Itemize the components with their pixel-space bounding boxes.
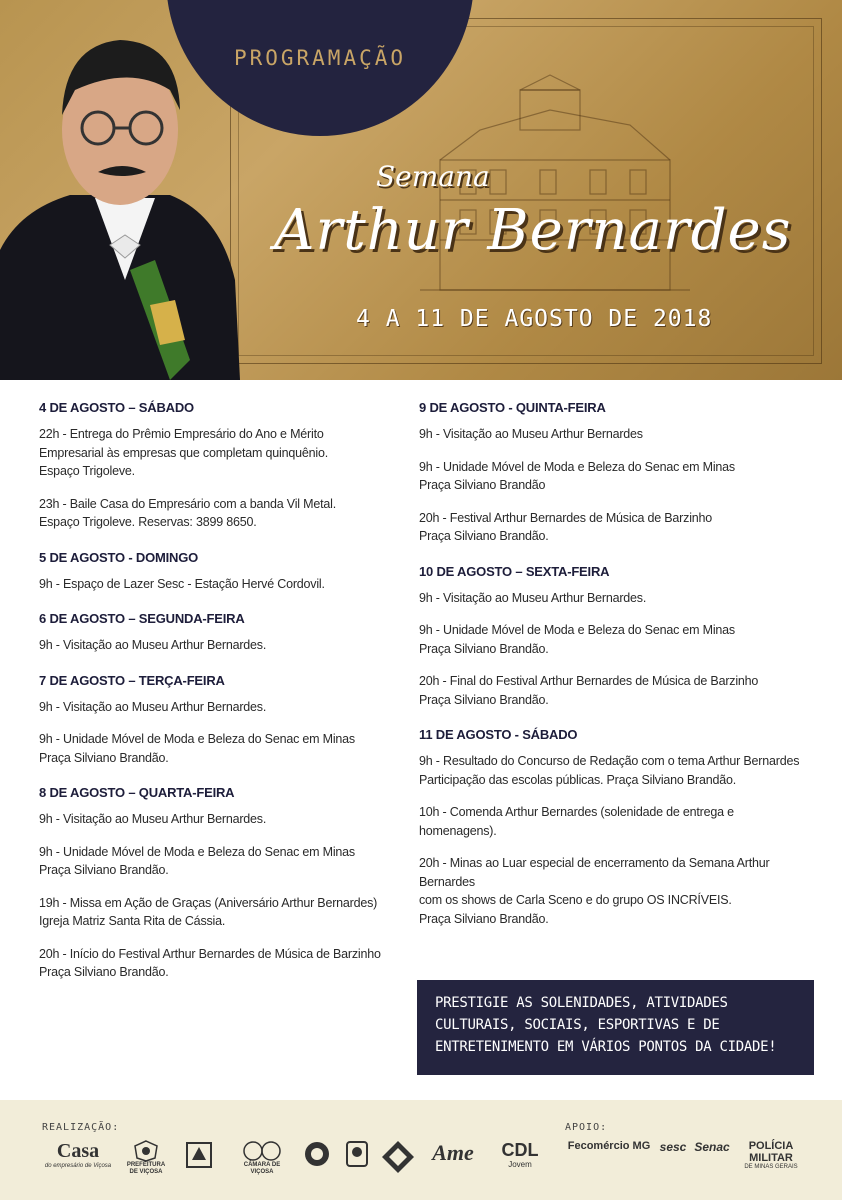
- event-line: Espaço Trigoleve.: [39, 464, 135, 478]
- diamond-icon: [381, 1140, 415, 1174]
- schedule-event: [39, 945, 429, 982]
- schedule-column-right: [419, 400, 809, 946]
- crest-icon: [133, 1140, 159, 1162]
- event-line: 9h - Visitação ao Museu Arthur Bernardes.: [419, 590, 647, 605]
- event-line: 19h - Missa em Ação de Graças (Aniversário Arthur Bernardes): [39, 895, 378, 910]
- schedule-event: [39, 810, 429, 829]
- schedule-event: [419, 854, 809, 928]
- schedule-day: [39, 550, 429, 594]
- day-heading: 7 DE AGOSTO – TERÇA-FEIRA: [39, 672, 225, 688]
- fecomercio-logo: Fecomércio MG: [567, 1140, 651, 1152]
- event-line: Igreja Matriz Santa Rita de Cássia.: [39, 914, 226, 928]
- event-dates: 4 A 11 DE AGOSTO DE 2018: [356, 306, 713, 332]
- event-line: Praça Silviano Brandão.: [419, 911, 549, 926]
- prefeitura-logo: PREFEITURA DE VIÇOSA: [124, 1140, 168, 1176]
- coat-of-arms-icon: [242, 1140, 282, 1162]
- event-line: 9h - Visitação ao Museu Arthur Bernardes: [419, 427, 643, 441]
- event-line: com os shows de Carla Sceno e do grupo OS INCRÍVEIS.: [419, 893, 732, 907]
- apoio-label: APOIO:: [565, 1122, 608, 1133]
- event-line: Participação das escolas públicas. Praça Silviano Brandão.: [419, 772, 737, 787]
- schedule-event: [39, 843, 429, 880]
- event-line: Praça Silviano Brandão.: [39, 863, 169, 877]
- schedule-day: [419, 564, 809, 710]
- realizacao-label: REALIZAÇÃO:: [42, 1122, 120, 1133]
- camara-logo: CÂMARA DE VIÇOSA: [234, 1140, 290, 1176]
- schedule-day: [39, 673, 429, 768]
- event-line: Espaço Trigoleve. Reservas: 3899 8650.: [39, 515, 257, 529]
- schedule-event: [419, 803, 809, 840]
- schedule-event: [419, 752, 809, 789]
- schedule-event: [39, 636, 429, 655]
- portrait-image: [0, 20, 240, 380]
- day-heading: 8 DE AGOSTO – QUARTA-FEIRA: [39, 785, 235, 800]
- senac-logo: Senac: [694, 1140, 730, 1154]
- schedule-event: [39, 495, 429, 532]
- event-line: Praça Silviano Brandão.: [419, 529, 549, 543]
- event-line: 9h - Unidade Móvel de Moda e Beleza do Senac em Minas: [39, 732, 355, 746]
- schedule-event: [419, 672, 809, 709]
- building-sketch-icon: [400, 70, 700, 320]
- schedule-event: [39, 730, 429, 767]
- diamond-logo: [380, 1140, 416, 1174]
- ame-logo: Ame: [432, 1140, 474, 1165]
- day-heading: 5 DE AGOSTO - DOMINGO: [39, 549, 199, 565]
- day-heading: 10 DE AGOSTO – SEXTA-FEIRA: [419, 563, 610, 579]
- day-heading: 9 DE AGOSTO - QUINTA-FEIRA: [419, 400, 606, 415]
- schedule-event: [419, 589, 809, 608]
- schedule-event: [419, 458, 809, 495]
- event-line: 10h - Comenda Arthur Bernardes (solenidade de entrega e homenagens).: [419, 805, 734, 838]
- schedule-day: [39, 785, 429, 982]
- notice-box: [417, 980, 814, 1075]
- event-line: 20h - Início do Festival Arthur Bernardes de Música de Barzinho: [39, 946, 381, 961]
- institution-icon: [345, 1140, 369, 1168]
- policia-militar-logo: POLÍCIA MILITAR DE MINAS GERAIS: [744, 1140, 798, 1170]
- event-line: Praça Silviano Brandão: [419, 478, 546, 492]
- event-line: 9h - Visitação ao Museu Arthur Bernardes.: [39, 812, 267, 826]
- event-line: 9h - Unidade Móvel de Moda e Beleza do Senac em Minas: [419, 623, 735, 637]
- event-line: Praça Silviano Brandão.: [39, 965, 169, 979]
- schedule-event: [419, 425, 809, 444]
- casa-empresario-logo: Casa do empresário de Viçosa: [44, 1140, 112, 1169]
- event-line: 20h - Festival Arthur Bernardes de Música de Barzinho: [419, 510, 713, 525]
- emblem-icon: [184, 1140, 214, 1170]
- associacao-logo: [180, 1140, 218, 1170]
- event-line: 9h - Unidade Móvel de Moda e Beleza do Senac em Minas: [39, 844, 355, 859]
- event-line: 23h - Baile Casa do Empresário com a banda Vil Metal.: [39, 496, 336, 511]
- event-line: 9h - Visitação ao Museu Arthur Bernardes.: [39, 638, 267, 652]
- event-line: Empresarial às empresas que completam quinquênio.: [39, 445, 328, 460]
- day-heading: 4 DE AGOSTO – SÁBADO: [39, 400, 194, 415]
- schedule-event: [39, 425, 429, 481]
- cdl-jovem-logo: CDL Jovem: [501, 1140, 539, 1169]
- event-line: Praça Silviano Brandão.: [419, 692, 549, 707]
- event-line: Praça Silviano Brandão.: [419, 641, 549, 656]
- schedule-event: [419, 621, 809, 658]
- schedule-content: [0, 380, 842, 1100]
- event-line: Praça Silviano Brandão.: [39, 750, 169, 765]
- notice-line: CULTURAIS, SOCIAIS, ESPORTIVAS E DE: [435, 1017, 720, 1033]
- event-line: 9h - Visitação ao Museu Arthur Bernardes.: [39, 699, 267, 714]
- sesc-logo: sesc: [659, 1140, 687, 1154]
- schedule-event: [39, 698, 429, 717]
- header-banner: [0, 0, 842, 380]
- day-heading: 6 DE AGOSTO – SEGUNDA-FEIRA: [39, 611, 245, 626]
- notice-line: PRESTIGIE AS SOLENIDADES, ATIVIDADES: [435, 995, 728, 1011]
- notice-line: ENTRETENIMENTO EM VÁRIOS PONTOS DA CIDADE!: [435, 1039, 777, 1055]
- schedule-day: [419, 400, 809, 546]
- seal-icon: [303, 1140, 331, 1168]
- title-small: Semana: [376, 160, 490, 193]
- event-line: 9h - Resultado do Concurso de Redação com o tema Arthur Bernardes: [419, 754, 800, 768]
- schedule-event: [39, 894, 429, 931]
- schedule-day: [419, 727, 809, 928]
- schedule-event: [419, 509, 809, 546]
- event-line: 22h - Entrega do Prêmio Empresário do Ano e Mérito: [39, 427, 324, 441]
- event-line: 9h - Espaço de Lazer Sesc - Estação Hervé Cordovil.: [39, 576, 325, 591]
- org-seal-logo: [300, 1140, 334, 1168]
- institution-logo: [342, 1140, 372, 1168]
- sponsors-footer: [0, 1100, 842, 1200]
- schedule-day: [39, 400, 429, 532]
- day-heading: 11 DE AGOSTO - SÁBADO: [419, 727, 578, 742]
- schedule-day: [39, 611, 429, 655]
- schedule-event: [39, 575, 429, 594]
- event-line: 20h - Minas ao Luar especial de encerramento da Semana Arthur Bernardes: [419, 856, 770, 889]
- kicker-text: PROGRAMAÇÃO: [233, 46, 407, 70]
- title-main: Arthur Bernardes: [274, 198, 792, 263]
- schedule-column-left: [39, 400, 429, 1000]
- event-line: 9h - Unidade Móvel de Moda e Beleza do Senac em Minas: [419, 459, 735, 474]
- event-line: 20h - Final do Festival Arthur Bernardes de Música de Barzinho: [419, 674, 759, 688]
